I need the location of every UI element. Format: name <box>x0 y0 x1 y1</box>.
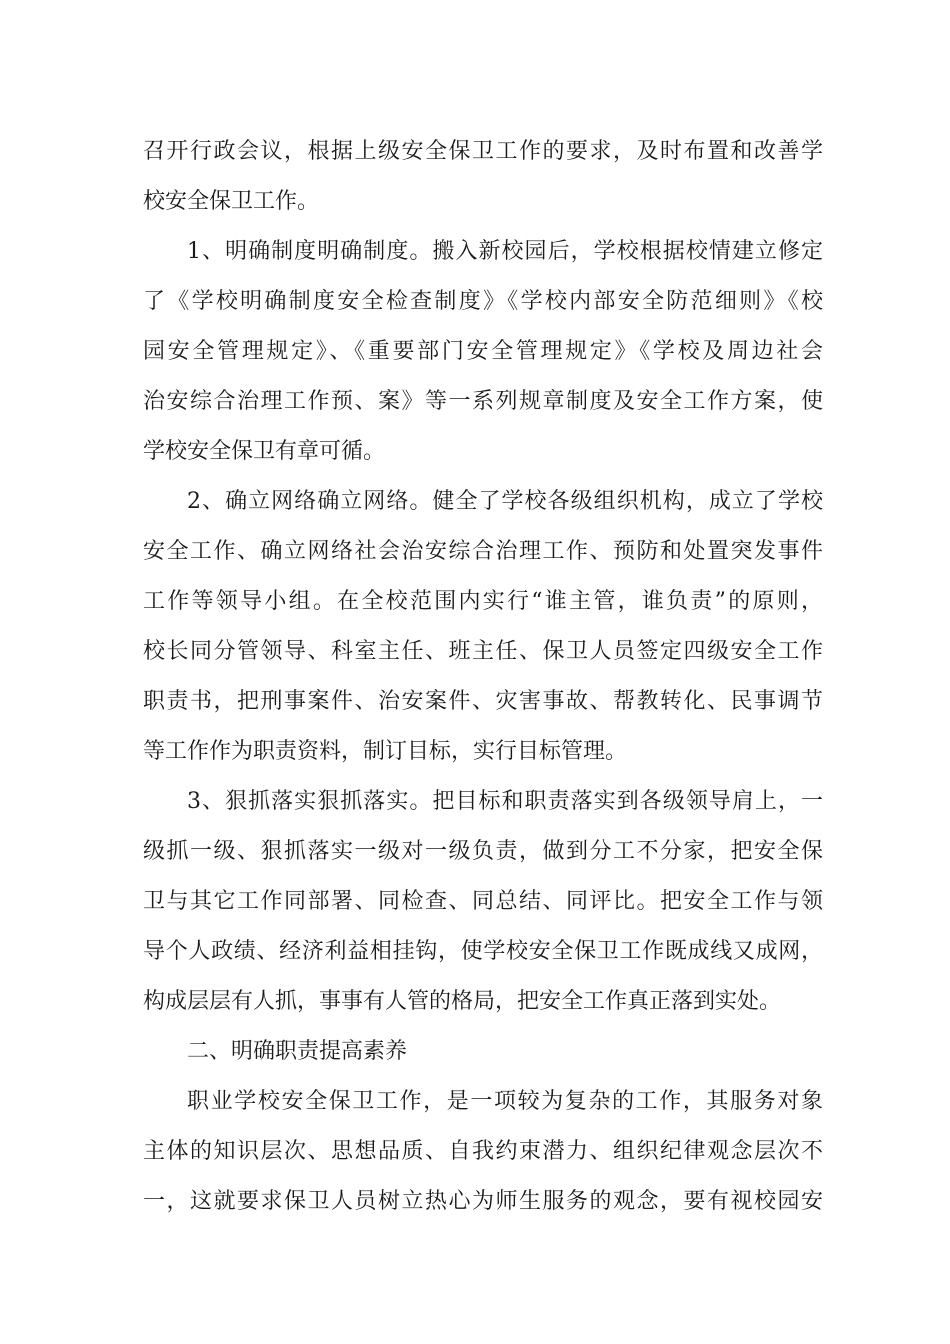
text-line: 卫与其它工作同部署、同检查、同总结、同评比。把安全工作与领 <box>143 889 823 914</box>
text-line: 治安综合治理工作预、案》等一系列规章制度及安全工作方案，使 <box>143 389 823 414</box>
section-heading: 二、明确职责提高素养 <box>187 1039 408 1064</box>
text-line: 了《学校明确制度安全检查制度》《学校内部安全防范细则》《校 <box>143 289 823 314</box>
text-line: 召开行政会议，根据上级安全保卫工作的要求，及时布置和改善学 <box>143 139 823 164</box>
text-line: 职责书，把刑事案件、治安案件、灾害事故、帮教转化、民事调节 <box>143 689 823 714</box>
text-line: 主体的知识层次、思想品质、自我约束潜力、组织纪律观念层次不 <box>143 1139 823 1164</box>
text-line: 2、确立网络确立网络。健全了学校各级组织机构，成立了学校 <box>187 489 823 514</box>
text-line: 一，这就要求保卫人员树立热心为师生服务的观念，要有视校园安 <box>143 1189 823 1214</box>
text-line: 园安全管理规定》、《重要部门安全管理规定》《学校及周边社会 <box>143 339 823 364</box>
text-line: 校安全保卫工作。 <box>143 189 320 214</box>
text-line: 1、明确制度明确制度。搬入新校园后，学校根据校情建立修定 <box>187 239 823 264</box>
text-line: 级抓一级、狠抓落实一级对一级负责，做到分工不分家，把安全保 <box>143 839 823 864</box>
text-line: 学校安全保卫有章可循。 <box>143 439 386 464</box>
text-line: 构成层层有人抓，事事有人管的格局，把安全工作真正落到实处。 <box>143 989 782 1014</box>
text-line: 职业学校安全保卫工作，是一项较为复杂的工作，其服务对象 <box>187 1089 823 1114</box>
text-line: 3、狠抓落实狠抓落实。把目标和职责落实到各级领导肩上，一 <box>187 789 823 814</box>
text-line: 工作等领导小组。在全校范围内实行“谁主管，谁负责”的原则， <box>143 589 823 614</box>
text-line: 安全工作、确立网络社会治安综合治理工作、预防和处置突发事件 <box>143 539 823 564</box>
text-line: 等工作作为职责资料，制订目标，实行目标管理。 <box>143 739 628 764</box>
text-line: 导个人政绩、经济利益相挂钩，使学校安全保卫工作既成线又成网， <box>143 939 823 964</box>
text-line: 校长同分管领导、科室主任、班主任、保卫人员签定四级安全工作 <box>143 639 823 664</box>
